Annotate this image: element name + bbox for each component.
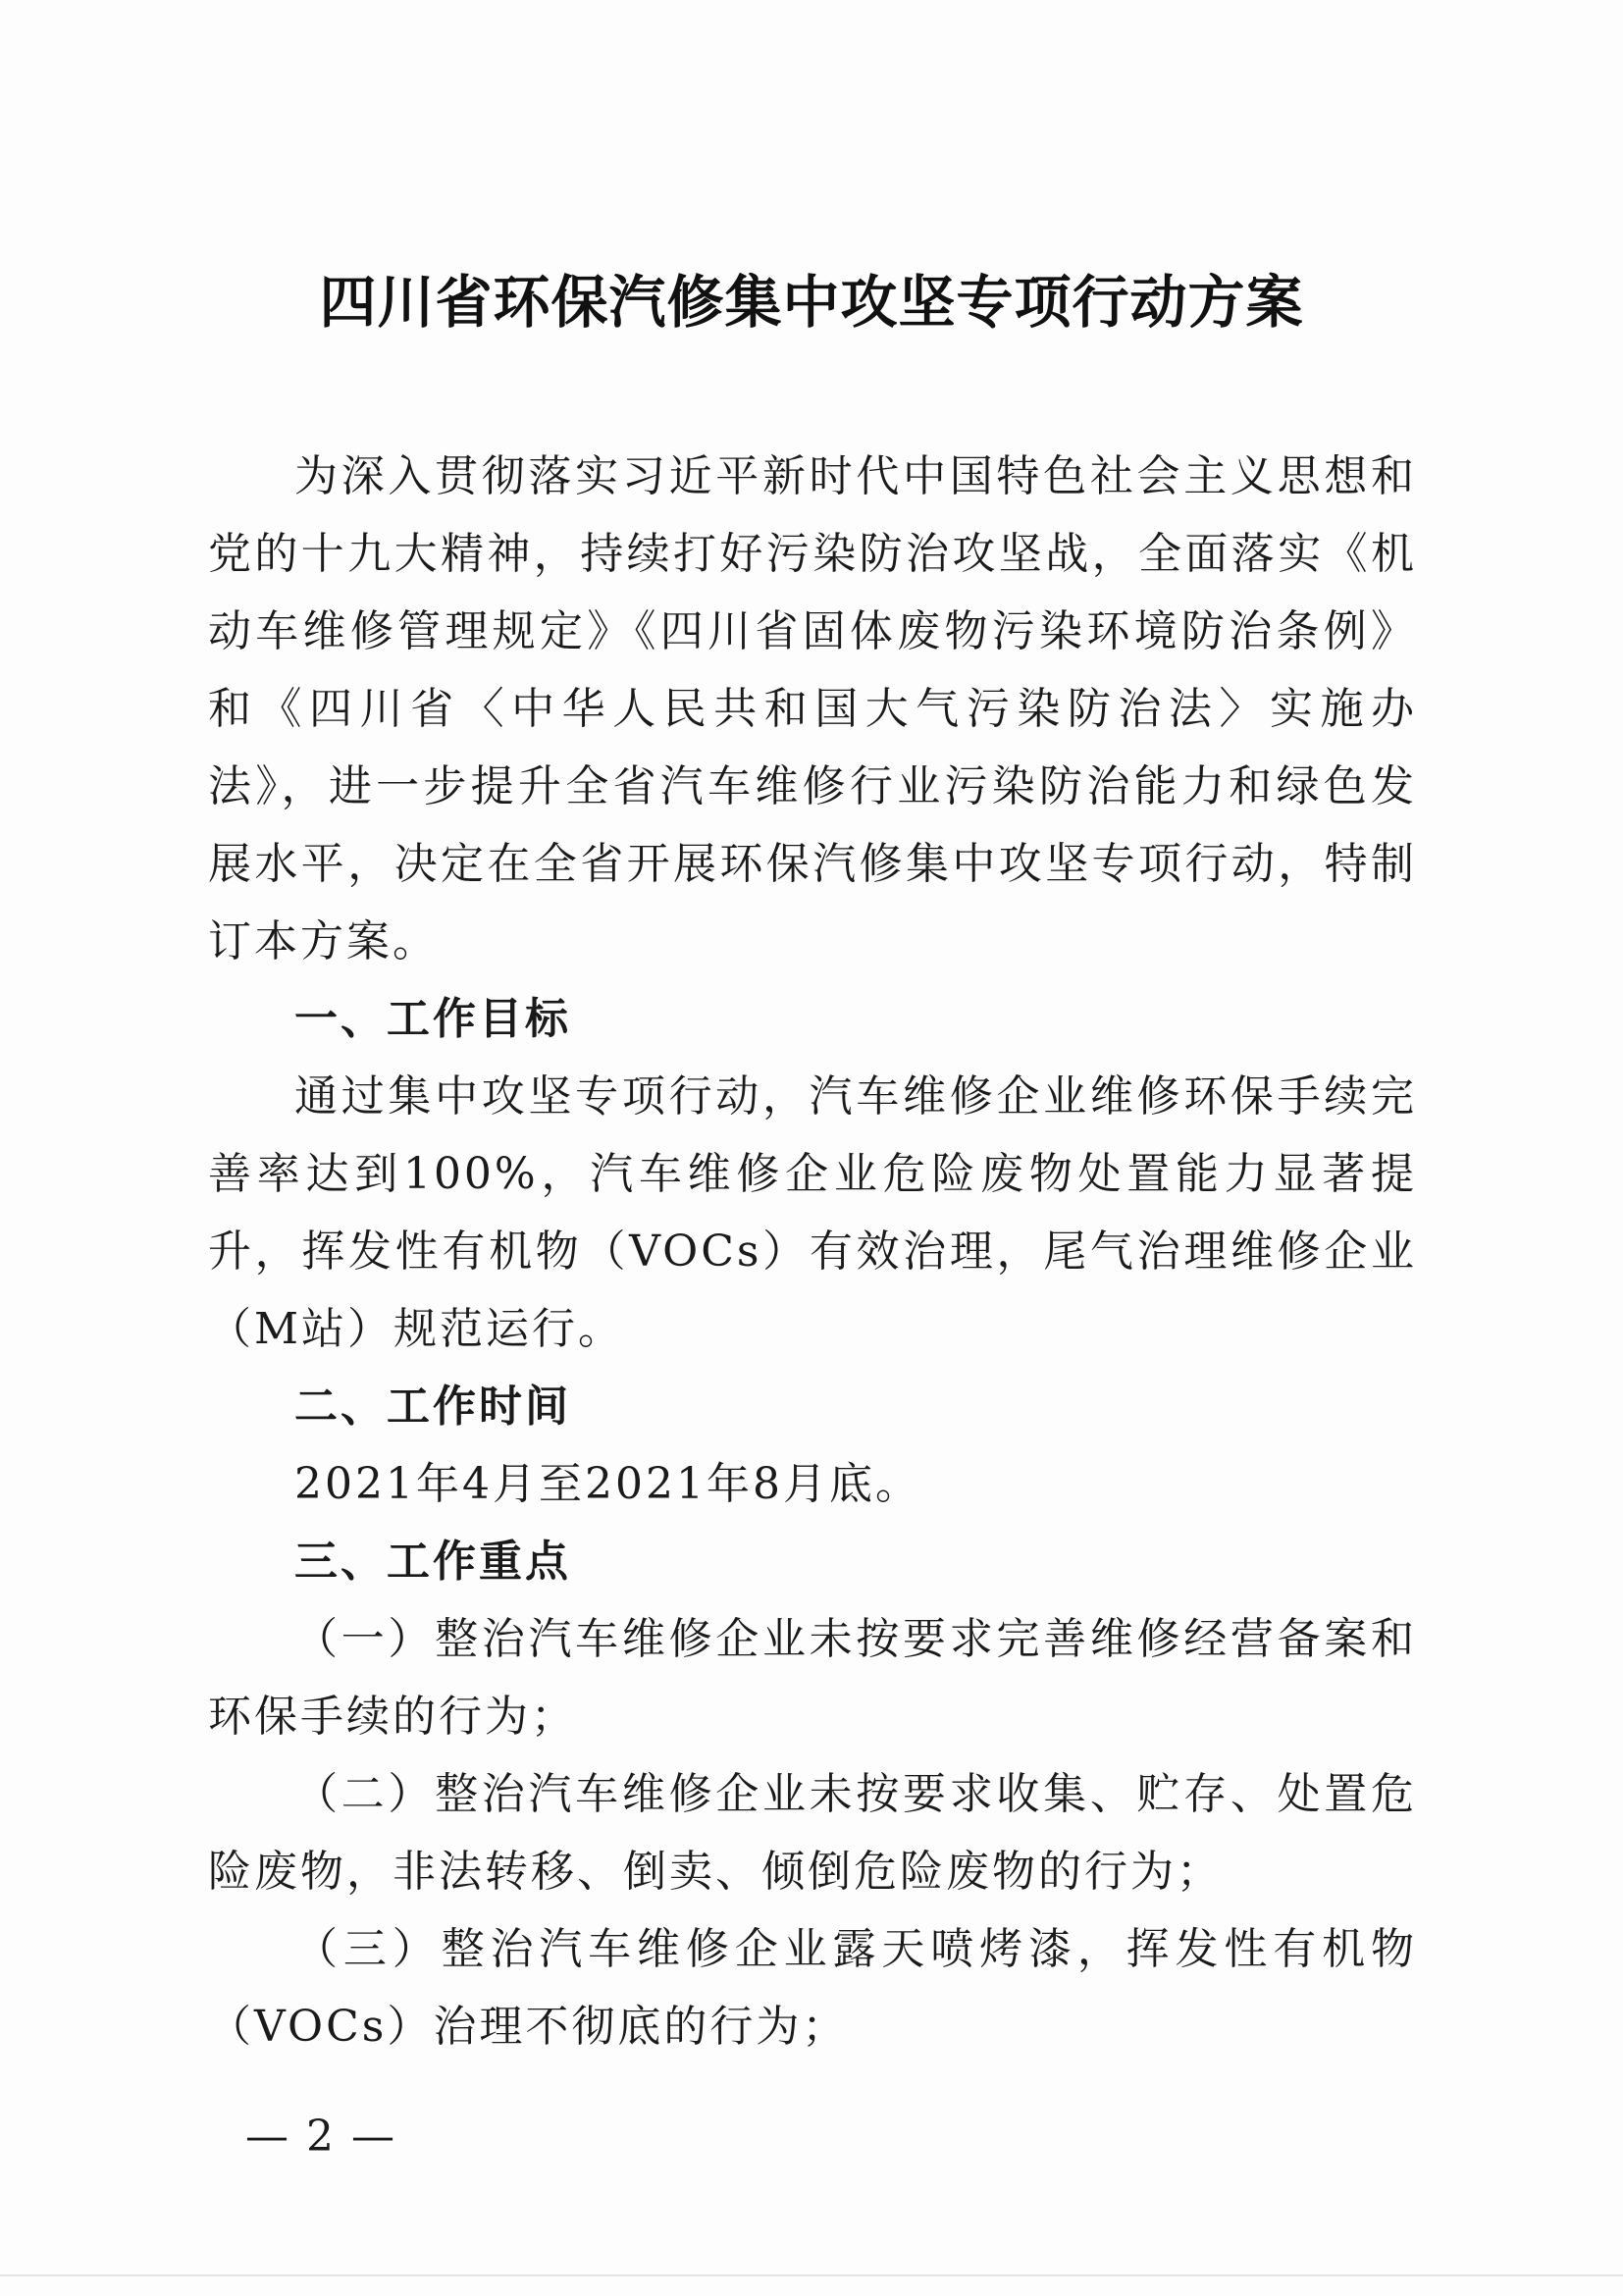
- goals-paragraph: 通过集中攻坚专项行动，汽车维修企业维修环保手续完善率达到100%，汽车维修企业危险废物处置能力显著提升，挥发性有机物（VOCs）有效治理，尾气治理维修企业（M站）规范运行。: [208, 1071, 1417, 1354]
- document-body: [208, 438, 1417, 2065]
- section-heading-focus: 三、工作重点: [294, 1537, 571, 1587]
- section-heading-goals: 一、工作目标: [294, 994, 571, 1044]
- time-paragraph: 2021年4月至2021年8月底。: [294, 1459, 921, 1509]
- scan-edge-divider: [0, 2274, 1623, 2276]
- document-title: 四川省环保汽修集中攻坚专项行动方案: [319, 269, 1304, 336]
- page-number: — 2 —: [245, 2112, 396, 2162]
- intro-paragraph: 为深入贯彻落实习近平新时代中国特色社会主义思想和党的十九大精神，持续打好污染防治攻坚战，全面落实《机动车维修管理规定》《四川省固体废物污染环境防治条例》和《四川省〈中华人民共和国大气污染防治法〉实施办法》，进一步提升全省汽车维修行业污染防治能力和绿色发展水平，决定在全省开展环保汽修集中攻坚专项行动，特制订本方案。: [208, 451, 1417, 966]
- focus-item-2: （二）整治汽车维修企业未按要求收集、贮存、处置危险废物，非法转移、倒卖、倾倒危险废物的行为；: [208, 1769, 1417, 1897]
- focus-item-3: （三）整治汽车维修企业露天喷烤漆，挥发性有机物（VOCs）治理不彻底的行为；: [208, 1924, 1417, 2052]
- focus-item-1: （一）整治汽车维修企业未按要求完善维修经营备案和环保手续的行为；: [208, 1614, 1417, 1742]
- section-heading-time: 二、工作时间: [294, 1382, 571, 1432]
